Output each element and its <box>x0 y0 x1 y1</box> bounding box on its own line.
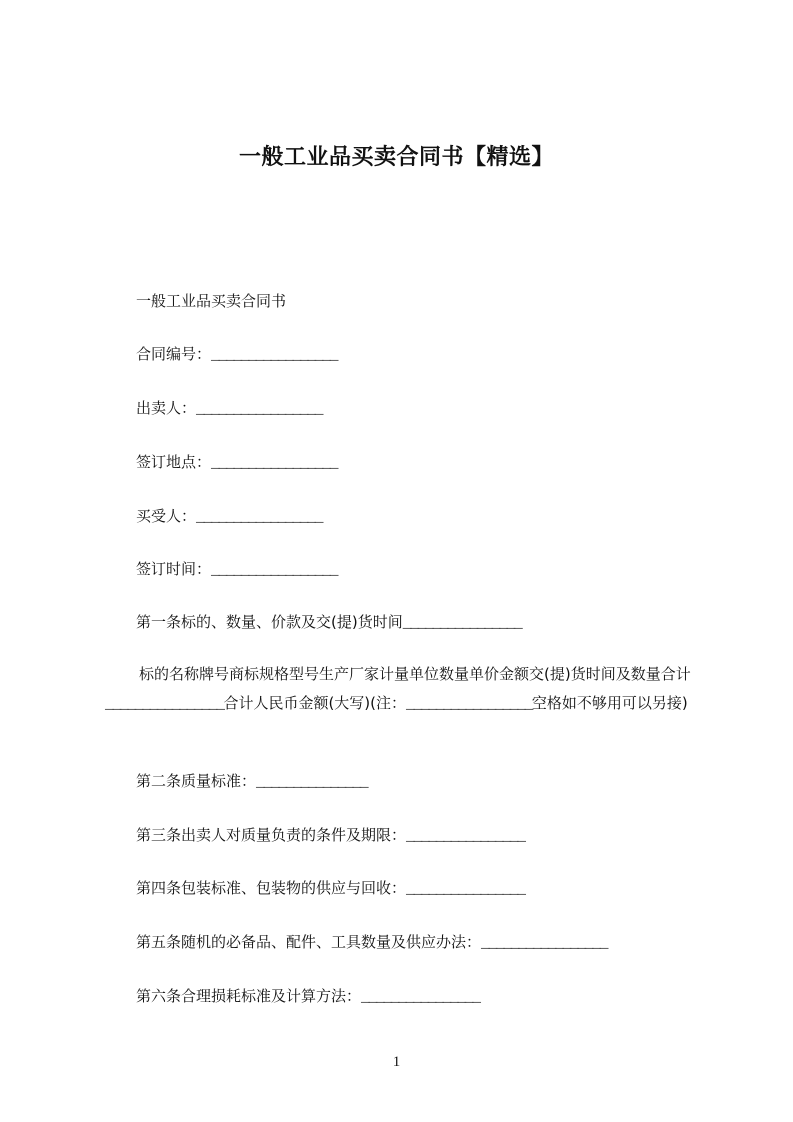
table-text-part3: 空格如不够用可以另接) <box>531 694 688 712</box>
article-1 <box>136 612 521 634</box>
article-4 <box>136 878 524 900</box>
article-label: 第五条随机的必备品、配件、工具数量及供应办法： <box>136 933 482 951</box>
article-label: 第六条合理损耗标准及计算方法： <box>136 987 362 1005</box>
article-label: 第四条包装标准、包装物的供应与回收： <box>136 879 407 897</box>
field-blank: _________________ <box>211 455 337 472</box>
table-blank-1: ________________ <box>105 696 224 713</box>
article-3 <box>136 825 524 847</box>
field-blank: _________________ <box>196 401 322 418</box>
field-label: 签订时间： <box>136 560 212 578</box>
field-signing-place <box>136 452 337 474</box>
article-blank: ________________ <box>406 881 525 898</box>
field-label: 合同编号： <box>136 345 212 363</box>
field-label: 签订地点： <box>136 453 212 471</box>
article-label: 第二条质量标准： <box>136 772 257 790</box>
table-blank-2: _________________ <box>406 696 532 713</box>
field-label: 出卖人： <box>136 399 197 417</box>
article-blank: ________________ <box>406 828 525 845</box>
article-5 <box>136 932 607 954</box>
article-2 <box>136 771 367 793</box>
document-title: 一般工业品买卖合同书【精选】 <box>238 145 554 170</box>
field-blank: _________________ <box>211 562 337 579</box>
field-contract-number <box>136 344 337 366</box>
article-label: 第一条标的、数量、价款及交(提)货时间 <box>136 613 403 631</box>
table-paragraph <box>105 660 705 719</box>
article-blank: _______________ <box>256 774 368 791</box>
table-text-part2: 合计人民币金额(大写)(注： <box>223 694 406 712</box>
field-buyer <box>136 506 322 528</box>
page-number: 1 <box>392 1054 401 1070</box>
article-6 <box>136 986 479 1008</box>
field-blank: _________________ <box>196 509 322 526</box>
field-signing-time <box>136 559 337 581</box>
table-text-part1: 标的名称牌号商标规格型号生产厂家计量单位数量单价金额交(提)货时间及数量合计 <box>139 665 691 683</box>
article-blank: ________________ <box>402 615 522 632</box>
article-blank: ________________ <box>361 989 480 1006</box>
contract-heading: 一般工业品买卖合同书 <box>136 292 287 310</box>
field-label: 买受人： <box>136 507 197 525</box>
field-seller <box>136 398 322 420</box>
article-blank: _________________ <box>481 935 607 952</box>
field-blank: _________________ <box>211 347 337 364</box>
article-label: 第三条出卖人对质量负责的条件及期限： <box>136 826 407 844</box>
